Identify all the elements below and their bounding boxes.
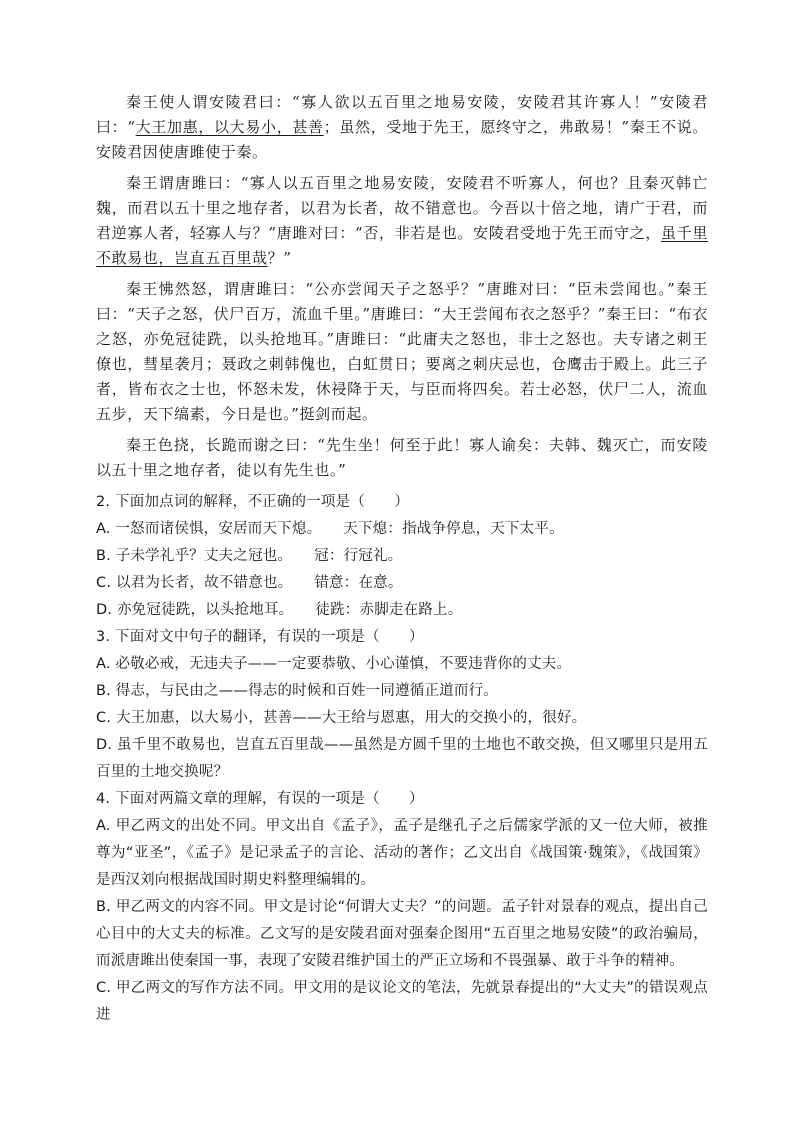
option-note: 徒跣：赤脚走在路上。 — [315, 602, 463, 618]
passage-text: ；虽然，受地于先王，愿终守之，弗敢易！”秦王不说。安陵君因使唐雎使于秦。 — [96, 118, 709, 161]
option-note: 冠：行冠礼。 — [314, 548, 403, 564]
question-3 — [96, 624, 708, 786]
option-c — [96, 570, 708, 597]
option-b: B. 甲乙两文的内容不同。甲文是讨论“何谓大丈夫？”的问题。孟子针对景春的观点，提出自己心目中的大丈夫的标准。乙文写的是安陵君面对强秦企图用“五百里之地易安陵”的政治骗局，而派唐雎出使秦国一事，表现了安陵君维护国土的严正立场和不畏强暴、敢于斗争的精神。 — [96, 899, 708, 969]
classical-passage — [96, 90, 708, 483]
passage-text: 秦王谓唐雎曰：“寡人以五百里之地易安陵，安陵君不听寡人，何也？且秦灭韩亡魏，而君以五十里之地存者，以君为长者，故不错意也。今吾以十倍之地，请广于君，而君逆寡人者，轻寡人与？”唐雎对曰：“否，非若是也。安陵君受地于先王而守之， — [96, 174, 708, 242]
option-c: C. 甲乙两文的写作方法不同。甲文用的是议论文的笔法，先就景春提出的“大丈夫”的错误观点进 — [96, 980, 708, 1023]
passage-text: ？” — [267, 249, 292, 267]
option-d: D. 虽千里不敢易也，岂直五百里哉——虽然是方圆千里的土地也不敢交换，但又哪里只是用五百里的土地交换呢？ — [96, 737, 708, 780]
option-d — [96, 597, 708, 624]
passage-paragraph-2 — [96, 171, 708, 271]
question-stem: 2. 下面加点词的解释，不正确的一项是（ ） — [96, 494, 410, 510]
option-a — [96, 516, 708, 543]
option-note: 错意：在意。 — [314, 575, 403, 591]
option-text: A. 一怒而诸侯惧，安居而天下熄。 — [96, 521, 322, 537]
option-b: B. 得志，与民由之——得志的时候和百姓一同遵循正道而行。 — [96, 683, 498, 699]
passage-paragraph-4: 秦王色挠，长跪而谢之曰：“先生坐！何至于此！寡人谕矣：夫韩、魏灭亡，而安陵以五十里之地存者，徒以有先生也。” — [96, 436, 708, 479]
option-a: A. 甲乙两文的出处不同。甲文出自《孟子》，孟子是继孔子之后儒家学派的又一位大师，被推尊为“亚圣”，《孟子》是记录孟子的言论、活动的著作；乙文出自《战国策·魏策》，《战国策》是西汉刘向根据战国时期史料整理编辑的。 — [96, 818, 708, 888]
question-stem: 4. 下面对两篇文章的理解，有误的一项是（ ） — [96, 791, 424, 807]
question-2 — [96, 489, 708, 624]
question-list — [96, 489, 708, 1029]
option-text: C. 以君为长者，故不错意也。 — [96, 575, 293, 591]
passage-text: 秦王使人谓安陵君曰：“寡人欲以五百里之地易安陵，安陵君其许寡人！”安陵君曰：“ — [96, 93, 708, 136]
passage-paragraph-1 — [96, 90, 708, 165]
question-stem: 3. 下面对文中句子的翻译，有误的一项是（ ） — [96, 629, 424, 645]
option-note: 天下熄：指战争停息，天下太平。 — [343, 521, 564, 537]
option-a: A. 必敬必戒，无违夫子——一定要恭敬、小心谨慎，不要违背你的丈夫。 — [96, 656, 572, 672]
option-b — [96, 543, 708, 570]
option-text: B. 子未学礼乎？丈夫之冠也。 — [96, 548, 293, 564]
underlined-sentence: 虽千里不敢易也，岂直五百里哉 — [96, 224, 708, 267]
passage-paragraph-3: 秦王怫然怒，谓唐雎曰：“公亦尝闻天子之怒乎？”唐雎对曰：“臣未尝闻也。”秦王曰：“天子之怒，伏尸百万，流血千里。”唐雎曰：“大王尝闻布衣之怒乎？”秦王曰：“布衣之怒，亦免冠徒跣，以头抢地耳。”唐雎曰：“此庸夫之怒也，非士之怒也。夫专诸之刺王僚也，彗星袭月；聂政之刺韩傀也，白虹贯日；要离之刺庆忌也，仓鹰击于殿上。此三子者，皆布衣之士也，怀怒未发，休祲降于天，与臣而将四矣。若士必怒，伏尸二人，流血五步，天下缟素，今日是也。”挺剑而起。 — [96, 280, 708, 423]
underlined-sentence: 大王加惠，以大易小，甚善 — [135, 118, 324, 136]
option-c: C. 大王加惠，以大易小，甚善——大王给与恩惠，用大的交换小的，很好。 — [96, 710, 587, 726]
question-4 — [96, 786, 708, 1029]
option-text: D. 亦免冠徒跣，以头抢地耳。 — [96, 602, 294, 618]
